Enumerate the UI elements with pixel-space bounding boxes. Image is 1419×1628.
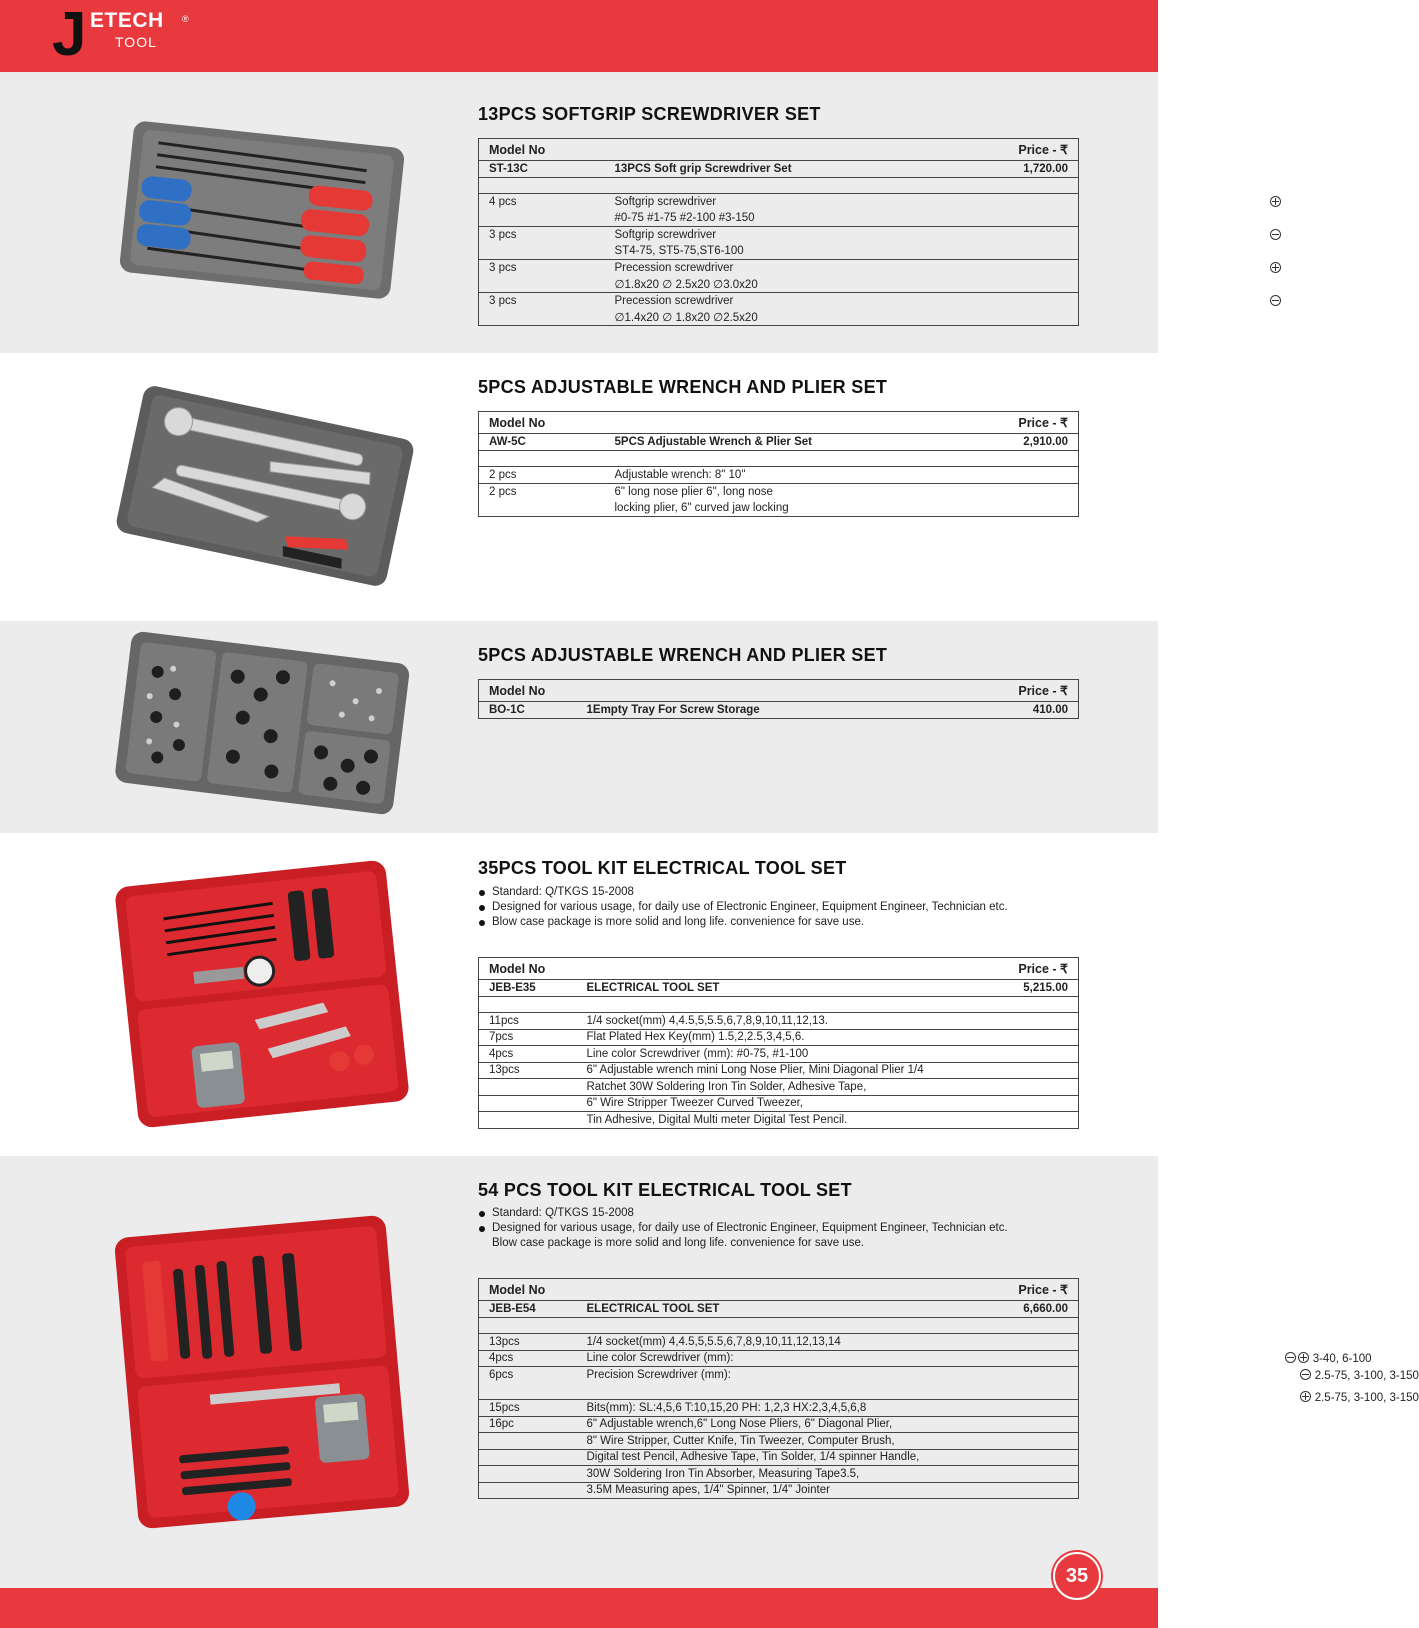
model-no: AW-5C — [479, 434, 605, 451]
table-row — [479, 1112, 1079, 1129]
slotted-icon — [1270, 229, 1281, 240]
header-bar — [0, 0, 1158, 72]
desc-cell: Precession screwdriver — [614, 262, 734, 274]
price-header: Price - ₹ — [954, 139, 1078, 161]
table-row — [479, 483, 1079, 500]
price-header: Price - ₹ — [945, 680, 1079, 702]
table-row — [479, 434, 1079, 451]
qty-cell: 13pcs — [479, 1062, 577, 1079]
blank-row — [479, 996, 1079, 1013]
table-row — [479, 1046, 1079, 1063]
product-price: 1,720.00 — [954, 161, 1078, 178]
desc-cell: Bits(mm): SL:4,5,6 T:10,15,20 PH: 1,2,3 HX:2,3,4,5,6,8 — [577, 1400, 996, 1417]
qty-cell — [479, 1433, 577, 1450]
table-row — [479, 276, 1079, 293]
footer-bar — [0, 1588, 1158, 1628]
qty-cell: 13pcs — [479, 1334, 577, 1351]
desc-cell: ∅1.4x20 ∅ 1.8x20 ∅2.5x20 — [605, 309, 955, 326]
feature-item: Blow case package is more solid and long life. convenience for save use. — [492, 1237, 865, 1249]
logo-name: ETECH — [90, 9, 164, 32]
desc-cell: Tin Adhesive, Digital Multi meter Digital Test Pencil. — [577, 1112, 997, 1129]
screw-storage-tray-photo — [112, 635, 412, 815]
35pcs-tool-kit-photo — [112, 859, 412, 1129]
table-row — [479, 1301, 1079, 1318]
product-title: 5PCS ADJUSTABLE WRENCH AND PLIER SET — [478, 645, 888, 665]
desc-cell: Softgrip screwdriver — [614, 196, 717, 208]
table-row — [479, 227, 1079, 244]
feature-item: Blow case package is more solid and long life. convenience for save use. — [478, 915, 1038, 930]
qty-cell — [479, 1466, 577, 1483]
desc-cell: 6" Adjustable wrench mini Long Nose Plier, Mini Diagonal Plier 1/4 — [577, 1062, 997, 1079]
phillips-icon — [1298, 1352, 1309, 1363]
phillips-icon — [1270, 262, 1281, 273]
table-row — [479, 293, 1079, 310]
desc-cell: Digital test Pencil, Adhesive Tape, Tin Solder, 1/4 spinner Handle, — [577, 1449, 996, 1466]
table-row — [479, 980, 1079, 997]
table-row — [479, 243, 1079, 260]
desc-cell: 1/4 socket(mm) 4,4.5,5,5.5,6,7,8,9,10,11,12,13. — [577, 1013, 997, 1030]
blank-row — [479, 177, 1079, 194]
model-no-header: Model No — [479, 139, 605, 161]
model-no-header: Model No — [479, 958, 577, 980]
qty-cell: 4pcs — [479, 1350, 577, 1367]
desc-cell: Line color Screwdriver (mm): — [586, 1352, 734, 1365]
slotted-icon — [1285, 1352, 1296, 1363]
desc-cell: ST4-75, ST5-75,ST6-100 — [605, 243, 955, 260]
product-title: 35PCS TOOL KIT ELECTRICAL TOOL SET — [478, 858, 847, 878]
table-row — [479, 467, 1079, 484]
desc-cell: Line color Screwdriver (mm): #0-75, #1-100 — [577, 1046, 997, 1063]
product-section-35pcs-kit — [0, 833, 1158, 1156]
qty-cell: 7pcs — [479, 1029, 577, 1046]
table-header-row — [479, 1279, 1079, 1301]
product-price: 410.00 — [945, 702, 1079, 719]
qty-cell — [479, 1482, 577, 1499]
table-header-row — [479, 680, 1079, 702]
product-section-tray — [0, 621, 1158, 833]
table-row — [479, 1433, 1079, 1450]
phillips-icon — [1270, 196, 1281, 207]
desc-cell: Precision Screwdriver (mm): — [586, 1369, 731, 1381]
product-description: 1Empty Tray For Screw Storage — [577, 702, 945, 719]
table-row — [479, 500, 1079, 517]
product-section-54pcs-kit — [0, 1156, 1419, 1588]
qty-cell: 16pc — [479, 1416, 577, 1433]
desc-cell: 3.5M Measuring apes, 1/4" Spinner, 1/4" Jointer — [577, 1482, 996, 1499]
model-no: ST-13C — [479, 161, 605, 178]
qty-cell: 3 pcs — [479, 227, 605, 244]
table-header-row — [479, 412, 1079, 434]
qty-cell — [479, 500, 605, 517]
table-row — [479, 1449, 1079, 1466]
model-no: JEB-E35 — [479, 980, 577, 997]
qty-cell: 2 pcs — [479, 483, 605, 500]
spec-table — [478, 957, 1079, 1129]
product-description: 13PCS Soft grip Screwdriver Set — [605, 161, 955, 178]
table-row — [479, 1466, 1079, 1483]
table-row — [479, 194, 1079, 211]
table-row — [479, 1013, 1079, 1030]
desc-cell: Softgrip screwdriver — [614, 229, 717, 241]
table-header-row — [479, 139, 1079, 161]
desc-cell: Precession screwdriver — [614, 295, 734, 307]
feature-list — [478, 885, 1038, 930]
table-row — [479, 1350, 1079, 1367]
desc-cell: Ratchet 30W Soldering Iron Tin Solder, Adhesive Tape, — [577, 1079, 997, 1096]
54pcs-tool-kit-photo — [112, 1212, 412, 1532]
table-row — [479, 702, 1079, 719]
wrench-plier-set-photo — [115, 391, 415, 581]
product-title: 5PCS ADJUSTABLE WRENCH AND PLIER SET — [478, 377, 888, 397]
qty-cell: 6pcs — [479, 1367, 577, 1384]
qty-cell: 15pcs — [479, 1400, 577, 1417]
logo-letter: J — [52, 0, 87, 69]
desc-cell: 6" Adjustable wrench,6" Long Nose Pliers, 6" Diagonal Plier, — [577, 1416, 996, 1433]
product-description: ELECTRICAL TOOL SET — [577, 1301, 996, 1318]
desc-cell: 6" long nose plier 6", long nose — [605, 483, 963, 500]
desc-cell: Adjustable wrench: 8" 10" — [605, 467, 963, 484]
feature-list — [478, 1206, 1038, 1251]
product-description: 5PCS Adjustable Wrench & Plier Set — [605, 434, 963, 451]
screwdriver-set-photo — [112, 120, 412, 300]
slotted-icon — [1300, 1369, 1311, 1380]
size-spec: 2.5-75, 3-100, 3-150 — [1314, 1392, 1419, 1404]
product-section-screwdriver — [0, 72, 1158, 353]
size-spec: 2.5-75, 3-100, 3-150 — [1314, 1370, 1419, 1382]
table-row — [479, 1416, 1079, 1433]
table-row — [479, 1367, 1079, 1384]
table-row — [479, 260, 1079, 277]
qty-cell: 2 pcs — [479, 467, 605, 484]
table-row — [479, 1400, 1079, 1417]
table-row — [479, 1334, 1079, 1351]
model-no: JEB-E54 — [479, 1301, 577, 1318]
desc-cell: Flat Plated Hex Key(mm) 1.5,2,2.5,3,4,5,6. — [577, 1029, 997, 1046]
desc-cell: ∅1.8x20 ∅ 2.5x20 ∅3.0x20 — [605, 276, 955, 293]
spec-table — [478, 679, 1079, 719]
model-no-header: Model No — [479, 1279, 577, 1301]
blank-row — [479, 1317, 1079, 1334]
product-title: 13PCS SOFTGRIP SCREWDRIVER SET — [478, 104, 821, 124]
desc-cell: locking plier, 6" curved jaw locking — [605, 500, 963, 517]
qty-cell — [479, 1095, 577, 1112]
product-title: 54 PCS TOOL KIT ELECTRICAL TOOL SET — [478, 1180, 852, 1200]
spec-table — [478, 411, 1079, 517]
slotted-icon — [1270, 295, 1281, 306]
model-no-header: Model No — [479, 680, 577, 702]
size-spec: 3-40, 6-100 — [1312, 1353, 1372, 1366]
product-description: ELECTRICAL TOOL SET — [577, 980, 997, 997]
table-row — [479, 1062, 1079, 1079]
table-row — [479, 1079, 1079, 1096]
qty-cell: 11pcs — [479, 1013, 577, 1030]
table-row — [479, 1029, 1079, 1046]
feature-item: Designed for various usage, for daily use of Electronic Engineer, Equipment Engineer, Technician etc. — [478, 1221, 1038, 1236]
table-row — [479, 1383, 1079, 1400]
qty-cell: 4pcs — [479, 1046, 577, 1063]
model-no-header: Model No — [479, 412, 605, 434]
qty-cell — [479, 1449, 577, 1466]
registered-mark: ® — [182, 14, 189, 24]
spec-table — [478, 138, 1079, 326]
desc-cell: 8" Wire Stripper, Cutter Knife, Tin Tweezer, Computer Brush, — [577, 1433, 996, 1450]
qty-cell: 3 pcs — [479, 260, 605, 277]
table-row — [479, 1095, 1079, 1112]
product-section-wrench — [0, 353, 1158, 621]
blank-row — [479, 450, 1079, 467]
product-price: 5,215.00 — [996, 980, 1078, 997]
desc-cell: 1/4 socket(mm) 4,4.5,5,5.5,6,7,8,9,10,11,12,13,14 — [577, 1334, 996, 1351]
feature-item: Standard: Q/TKGS 15-2008 — [478, 885, 1038, 900]
spec-table — [478, 1278, 1419, 1499]
product-price: 6,660.00 — [995, 1301, 1078, 1318]
table-row — [479, 309, 1079, 326]
price-header: Price - ₹ — [995, 1279, 1078, 1301]
feature-item: Designed for various usage, for daily use of Electronic Engineer, Equipment Engineer, Technician etc. — [478, 900, 1038, 915]
qty-cell — [479, 1112, 577, 1129]
desc-cell: 30W Soldering Iron Tin Absorber, Measuring Tape3.5, — [577, 1466, 996, 1483]
model-no: BO-1C — [479, 702, 577, 719]
table-row — [479, 161, 1079, 178]
qty-cell: 3 pcs — [479, 293, 605, 310]
table-row — [479, 210, 1079, 227]
logo-sub: TOOL — [115, 34, 157, 50]
phillips-icon — [1300, 1391, 1311, 1402]
qty-cell: 4 pcs — [479, 194, 605, 211]
price-header: Price - ₹ — [996, 958, 1078, 980]
price-header: Price - ₹ — [963, 412, 1079, 434]
desc-cell: 6" Wire Stripper Tweezer Curved Tweezer, — [577, 1095, 997, 1112]
brand-logo[interactable] — [52, 0, 202, 69]
qty-cell — [479, 1079, 577, 1096]
product-price: 2,910.00 — [963, 434, 1079, 451]
page-number: 35 — [1053, 1552, 1101, 1600]
desc-cell: #0-75 #1-75 #2-100 #3-150 — [605, 210, 955, 227]
table-header-row — [479, 958, 1079, 980]
table-row — [479, 1482, 1079, 1499]
feature-item: Standard: Q/TKGS 15-2008 — [478, 1206, 1038, 1221]
